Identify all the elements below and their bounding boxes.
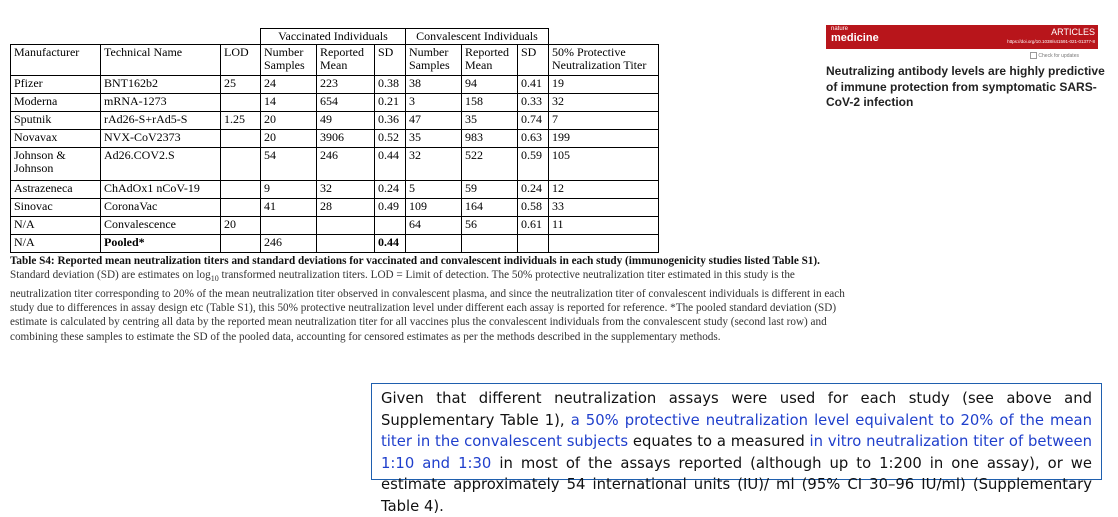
cell-titer: 12 [549,181,659,199]
col-header-con-mean: Reported Mean [462,45,518,76]
cell-con-n: 109 [406,199,462,217]
cell-vac-n: 54 [261,148,317,181]
cell-con-mean [462,235,518,253]
cell-titer [549,235,659,253]
cell-con-sd: 0.41 [518,76,549,94]
col-header-technical-name: Technical Name [101,45,221,76]
cell-manufacturer: N/A [11,235,101,253]
summary-box [371,383,1102,515]
cell-con-n: 38 [406,76,462,94]
cell-technical-name: Pooled* [101,235,221,253]
cell-vac-sd [375,217,406,235]
summary-text: in most of the assays reported (although up to 1:200 in one assay), or we estimate approximately 54 international units (IU)/ ml (95% CI 30–96 IU/ml) (Supplementary Table 4). [381,454,1092,515]
cell-titer: 19 [549,76,659,94]
cell-vac-n: 14 [261,94,317,112]
cell-vac-sd: 0.52 [375,130,406,148]
cell-con-sd: 0.24 [518,181,549,199]
cell-vac-n: 9 [261,181,317,199]
table-row [11,217,659,235]
cell-con-sd [518,235,549,253]
col-header-vac-mean: Reported Mean [317,45,375,76]
cell-manufacturer: Johnson & Johnson [11,148,101,181]
table-row [11,112,659,130]
cell-lod [221,94,261,112]
cell-technical-name: Convalescence [101,217,221,235]
cell-con-n: 47 [406,112,462,130]
table-body [11,76,659,253]
cell-titer: 199 [549,130,659,148]
summary-highlight-protective-level: a 50% protective neutralization level equivalent to 20% of the mean titer in the convalescent subjects [381,411,1092,450]
journal-section-bar [884,25,1098,49]
cell-vac-n: 20 [261,130,317,148]
table-row [11,76,659,94]
cell-vac-mean: 3906 [317,130,375,148]
cell-titer: 32 [549,94,659,112]
table-row [11,181,659,199]
cell-con-sd: 0.59 [518,148,549,181]
cell-vac-sd: 0.44 [375,148,406,181]
cell-con-mean: 158 [462,94,518,112]
col-header-vac-sd: SD [375,45,406,76]
cell-con-n [406,235,462,253]
cell-lod [221,130,261,148]
cell-con-mean: 35 [462,112,518,130]
cell-technical-name: mRNA-1273 [101,94,221,112]
cell-vac-n: 246 [261,235,317,253]
cell-con-n: 3 [406,94,462,112]
table-row [11,94,659,112]
cell-con-sd: 0.74 [518,112,549,130]
table-row [11,199,659,217]
cell-con-mean: 59 [462,181,518,199]
cell-vac-sd: 0.38 [375,76,406,94]
cell-technical-name: CoronaVac [101,199,221,217]
cell-vac-mean: 654 [317,94,375,112]
caption-title: Table S4: Reported mean neutralization titers and standard deviations for vaccinated and convalescent individuals in each study (immunogenicity studies listed Table S1). [10,255,820,267]
vaccinated-group-header: Vaccinated Individuals [261,29,406,45]
cell-manufacturer: Astrazeneca [11,181,101,199]
cell-technical-name: Ad26.COV2.S [101,148,221,181]
cell-lod: 20 [221,217,261,235]
cell-lod: 1.25 [221,112,261,130]
cell-con-sd: 0.33 [518,94,549,112]
check-updates-icon [1030,52,1037,59]
cell-titer: 33 [549,199,659,217]
col-header-lod: LOD [221,45,261,76]
cell-vac-mean: 32 [317,181,375,199]
cell-con-mean: 983 [462,130,518,148]
cell-con-mean: 94 [462,76,518,94]
caption-text: Standard deviation (SD) are estimates on log [10,269,211,282]
cell-vac-sd: 0.44 [375,235,406,253]
cell-con-n: 5 [406,181,462,199]
cell-technical-name: BNT162b2 [101,76,221,94]
cell-technical-name: ChAdOx1 nCoV-19 [101,181,221,199]
cell-vac-n: 24 [261,76,317,94]
section-label: ARTICLES [1051,27,1095,37]
col-header-vac-number: Number Samples [261,45,317,76]
cell-manufacturer: Novavax [11,130,101,148]
table-row [11,130,659,148]
cell-vac-mean [317,217,375,235]
cell-vac-n: 41 [261,199,317,217]
cell-lod: 25 [221,76,261,94]
col-header-con-sd: SD [518,45,549,76]
check-updates-label: Check for updates [1038,52,1079,59]
cell-manufacturer: Sputnik [11,112,101,130]
cell-titer: 7 [549,112,659,130]
cell-con-sd: 0.61 [518,217,549,235]
table-row [11,148,659,181]
cell-vac-sd: 0.49 [375,199,406,217]
col-header-manufacturer: Manufacturer [11,45,101,76]
cell-manufacturer: N/A [11,217,101,235]
logo-medicine-text: medicine [831,32,879,44]
cell-con-mean: 522 [462,148,518,181]
cell-con-n: 64 [406,217,462,235]
cell-vac-n: 20 [261,112,317,130]
cell-vac-mean: 223 [317,76,375,94]
cell-vac-mean: 246 [317,148,375,181]
paper-title: Neutralizing antibody levels are highly predictive of immune protection from symptomatic SARS-CoV-2 infection [826,64,1105,109]
caption-text-cont: transformed neutralization titers. LOD = Limit of detection. The 50% protective neutralization titer estimated in this study is the neutralization titer corresponding to 20% of the mean neutralization titer observed in convalescent plasma, and since the neutralization titer of convalescent individuals is different in each study due to differences in assay design etc (Table S1), this 50% protective neutralization level under different each assay is reported for reference. *The pooled standard deviation (SD) estimate is calculated by centring all data by the reported mean neutralization titer for all vaccines plus the convalescent individuals from the convalescent study (second last row) and combining these samples to estimate the SD of the pooled data, accounting for censored estimates as per the methods described in the supplementary methods. [10,269,845,343]
cell-con-n: 35 [406,130,462,148]
cell-vac-sd: 0.24 [375,181,406,199]
cell-vac-sd: 0.21 [375,94,406,112]
cell-manufacturer: Pfizer [11,76,101,94]
doi-link[interactable]: https://doi.org/10.1038/s41591-021-01377-8 [1007,39,1095,44]
table-row [11,235,659,253]
cell-con-n: 32 [406,148,462,181]
cell-titer: 105 [549,148,659,181]
cell-lod [221,181,261,199]
blank-cell [11,29,261,45]
cell-vac-mean: 49 [317,112,375,130]
cell-technical-name: rAd26-S+rAd5-S [101,112,221,130]
table-caption [10,254,850,344]
check-for-updates[interactable] [1030,52,1090,60]
cell-titer: 11 [549,217,659,235]
cell-vac-sd: 0.36 [375,112,406,130]
blank-cell [549,29,659,45]
summary-highlight-titer-range: in vitro neutralization titer of between 1:10 and 1:30 [381,433,1092,472]
cell-lod [221,199,261,217]
caption-subscript: 10 [210,274,219,284]
cell-vac-mean [317,235,375,253]
column-header-row [11,45,659,76]
cell-manufacturer: Moderna [11,94,101,112]
cell-vac-mean: 28 [317,199,375,217]
cell-lod [221,148,261,181]
logo-nature-text: nature [831,26,849,32]
nature-medicine-logo [826,25,884,49]
cell-con-sd: 0.58 [518,199,549,217]
journal-header [826,25,1098,49]
cell-con-mean: 164 [462,199,518,217]
cell-technical-name: NVX-CoV2373 [101,130,221,148]
cell-vac-n [261,217,317,235]
col-header-con-number: Number Samples [406,45,462,76]
cell-con-mean: 56 [462,217,518,235]
convalescent-group-header: Convalescent Individuals [406,29,549,45]
group-header-row [11,29,659,45]
cell-manufacturer: Sinovac [11,199,101,217]
cell-con-sd: 0.63 [518,130,549,148]
supplementary-table-s4 [10,28,659,253]
cell-lod [221,235,261,253]
summary-text: Given that different neutralization assays were used for each study (see above and Supplementary Table 1), [381,390,1092,429]
summary-text: equates to a measured [628,433,810,450]
col-header-protective-titer: 50% Protective Neutralization Titer [549,45,659,76]
